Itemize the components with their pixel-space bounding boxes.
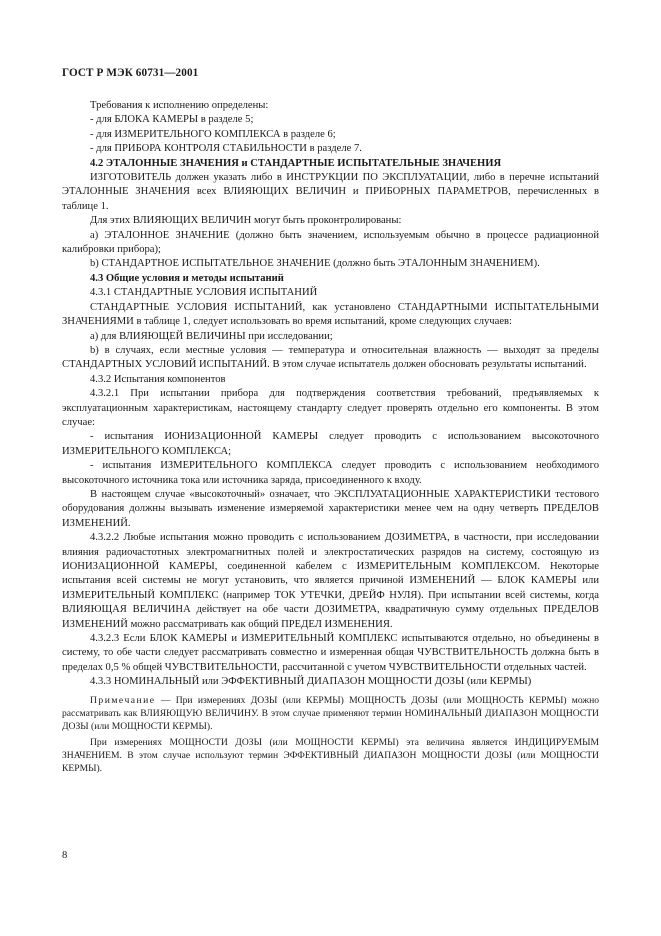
paragraph: Для этих ВЛИЯЮЩИХ ВЕЛИЧИН могут быть проконтролированы: xyxy=(90,215,402,227)
subsection-heading: 4.3.2 Испытания компонентов xyxy=(90,373,226,385)
list-item: а) для ВЛИЯЮЩЕЙ ВЕЛИЧИНЫ при исследовании; xyxy=(90,330,333,342)
list-item: b) СТАНДАРТНОЕ ИСПЫТАТЕЛЬНОЕ ЗНАЧЕНИЕ (должно быть ЭТАЛОННЫМ ЗНАЧЕНИЕМ). xyxy=(90,258,540,270)
section-heading: 4.3 Общие условия и методы испытаний xyxy=(90,272,284,284)
paragraph: 4.3.2.3 Если БЛОК КАМЕРЫ и ИЗМЕРИТЕЛЬНЫЙ КОМПЛЕКС испытываются отдельно, но объединены в систему, то обе части следует рассматривать совместно и измеренная общая ЧУВСТВИТЕЛЬНОСТЬ должна быть в пределах 0,5 % общей ЧУВСТВИТЕЛЬНОСТИ, рассчитанной с учетом ЧУВСТВИТЕЛЬНОСТИ отдельных частей. xyxy=(62,633,599,673)
list-item: - для БЛОКА КАМЕРЫ в разделе 5; xyxy=(90,114,254,126)
list-item: - испытания ИЗМЕРИТЕЛЬНОГО КОМПЛЕКСА следует проводить с использованием необходимого высокоточного источника тока или источника заряда, присоединенного к входу. xyxy=(62,460,599,486)
paragraph: В настоящем случае «высокоточный» означает, что ЭКСПЛУАТАЦИОННЫЕ ХАРАКТЕРИСТИКИ тестового оборудования должны вызывать изменение измеряемой характеристики менее чем на одну четверть ПРЕДЕЛОВ ИЗМЕНЕНИЙ. xyxy=(62,488,599,529)
paragraph: Требования к исполнению определены: xyxy=(90,100,269,111)
body-text xyxy=(62,99,599,775)
page-number: 8 xyxy=(62,850,68,861)
subsection-heading: 4.3.1 СТАНДАРТНЫЕ УСЛОВИЯ ИСПЫТАНИЙ xyxy=(90,287,318,299)
note-paragraph: При измерениях МОЩНОСТИ ДОЗЫ (или МОЩНОСТИ КЕРМЫ) эта величина является ИНДИЦИРУЕМЫМ ЗНАЧЕНИЕМ. В этом случае используют термин ЭФФЕКТИВНЫЙ ДИАПАЗОН МОЩНОСТИ ДОЗЫ (или МОЩНОСТИ КЕРМЫ). xyxy=(62,736,599,774)
list-item: - испытания ИОНИЗАЦИОННОЙ КАМЕРЫ следует проводить с использованием высокоточного ИЗМЕРИТЕЛЬНОГО КОМПЛЕКСА; xyxy=(62,431,599,457)
paragraph: СТАНДАРТНЫЕ УСЛОВИЯ ИСПЫТАНИЙ, как установлено СТАНДАРТНЫМИ ИСПЫТАТЕЛЬНЫМИ ЗНАЧЕНИЯМИ в таблице 1, следует использовать во время испытаний, кроме следующих случаев: xyxy=(62,301,599,328)
paragraph: 4.3.2.2 Любые испытания можно проводить с использованием ДОЗИМЕТРА, в частности, при исследовании влияния радиочастотных электромагнитных полей и электростатических разрядов на систему, состоящую из ИОНИЗАЦИОННОЙ КАМЕРЫ, соединенной кабелем с ИЗМЕРИТЕЛЬНЫМ КОМПЛЕКСОМ. Некоторые испытания всей системы не могут установить, что является причиной ИЗМЕНЕНИЙ — БЛОК КАМЕРЫ или ИЗМЕРИТЕЛЬНЫЙ КОМПЛЕКС (например ТОК УТЕЧКИ, ДРЕЙФ НУЛЯ). При испытании всей системы, когда ВЛИЯЮЩАЯ ВЕЛИЧИНА действует на обе части ДОЗИМЕТРА, квадратичную сумму отдельных ПРЕДЕЛОВ ИЗМЕНЕНИЙ можно рассматривать как общий ПРЕДЕЛ ИЗМЕНЕНИЯ. xyxy=(62,532,599,630)
note-text: — При измерениях ДОЗЫ (или КЕРМЫ) МОЩНОСТЬ ДОЗЫ (или МОЩНОСТЬ КЕРМЫ) можно рассматривать как ВЛИЯЮЩУЮ ВЕЛИЧИНУ. В этом случае применяют термин НОМИНАЛЬНЫЙ ДИАПАЗОН МОЩНОСТИ ДОЗЫ (или МОЩНОСТИ КЕРМЫ). xyxy=(62,694,599,732)
list-item: b) в случаях, если местные условия — температура и относительная влажность — выходят за пределы СТАНДАРТНЫХ УСЛОВИЙ ИСПЫТАНИЙ. В этом случае испытатель должен обосновать результаты испытаний. xyxy=(62,344,599,371)
note-label: Примечание xyxy=(90,694,156,706)
paragraph: 4.3.2.1 При испытании прибора для подтверждения соответствия требований, предъявляемых к эксплуатационным характеристикам, настоящему стандарту следует проверять отдельно его компоненты. В этом случае: xyxy=(62,388,599,428)
note-paragraph xyxy=(62,694,599,733)
section-heading: 4.2 ЭТАЛОННЫЕ ЗНАЧЕНИЯ и СТАНДАРТНЫЕ ИСПЫТАТЕЛЬНЫЕ ЗНАЧЕНИЯ xyxy=(90,157,502,169)
list-item: - для ИЗМЕРИТЕЛЬНОГО КОМПЛЕКСА в разделе 6; xyxy=(90,128,336,140)
list-item: - для ПРИБОРА КОНТРОЛЯ СТАБИЛЬНОСТИ в разделе 7. xyxy=(90,143,362,155)
subsection-heading: 4.3.3 НОМИНАЛЬНЫЙ или ЭФФЕКТИВНЫЙ ДИАПАЗОН МОЩНОСТИ ДОЗЫ (или КЕРМЫ) xyxy=(90,676,532,688)
list-item: а) ЭТАЛОННОЕ ЗНАЧЕНИЕ (должно быть значением, используемым обычно в процессе радиационной калибровки прибора); xyxy=(62,229,599,256)
paragraph: ИЗГОТОВИТЕЛЬ должен указать либо в ИНСТРУКЦИИ ПО ЭКСПЛУАТАЦИИ, либо в перечне испытаний ЭТАЛОННЫЕ ЗНАЧЕНИЯ всех ВЛИЯЮЩИХ ВЕЛИЧИН и ПРИБОРНЫХ ПАРАМЕТРОВ, перечисленных в таблице 1. xyxy=(62,172,599,212)
page-header: ГОСТ Р МЭК 60731—2001 xyxy=(62,67,199,79)
